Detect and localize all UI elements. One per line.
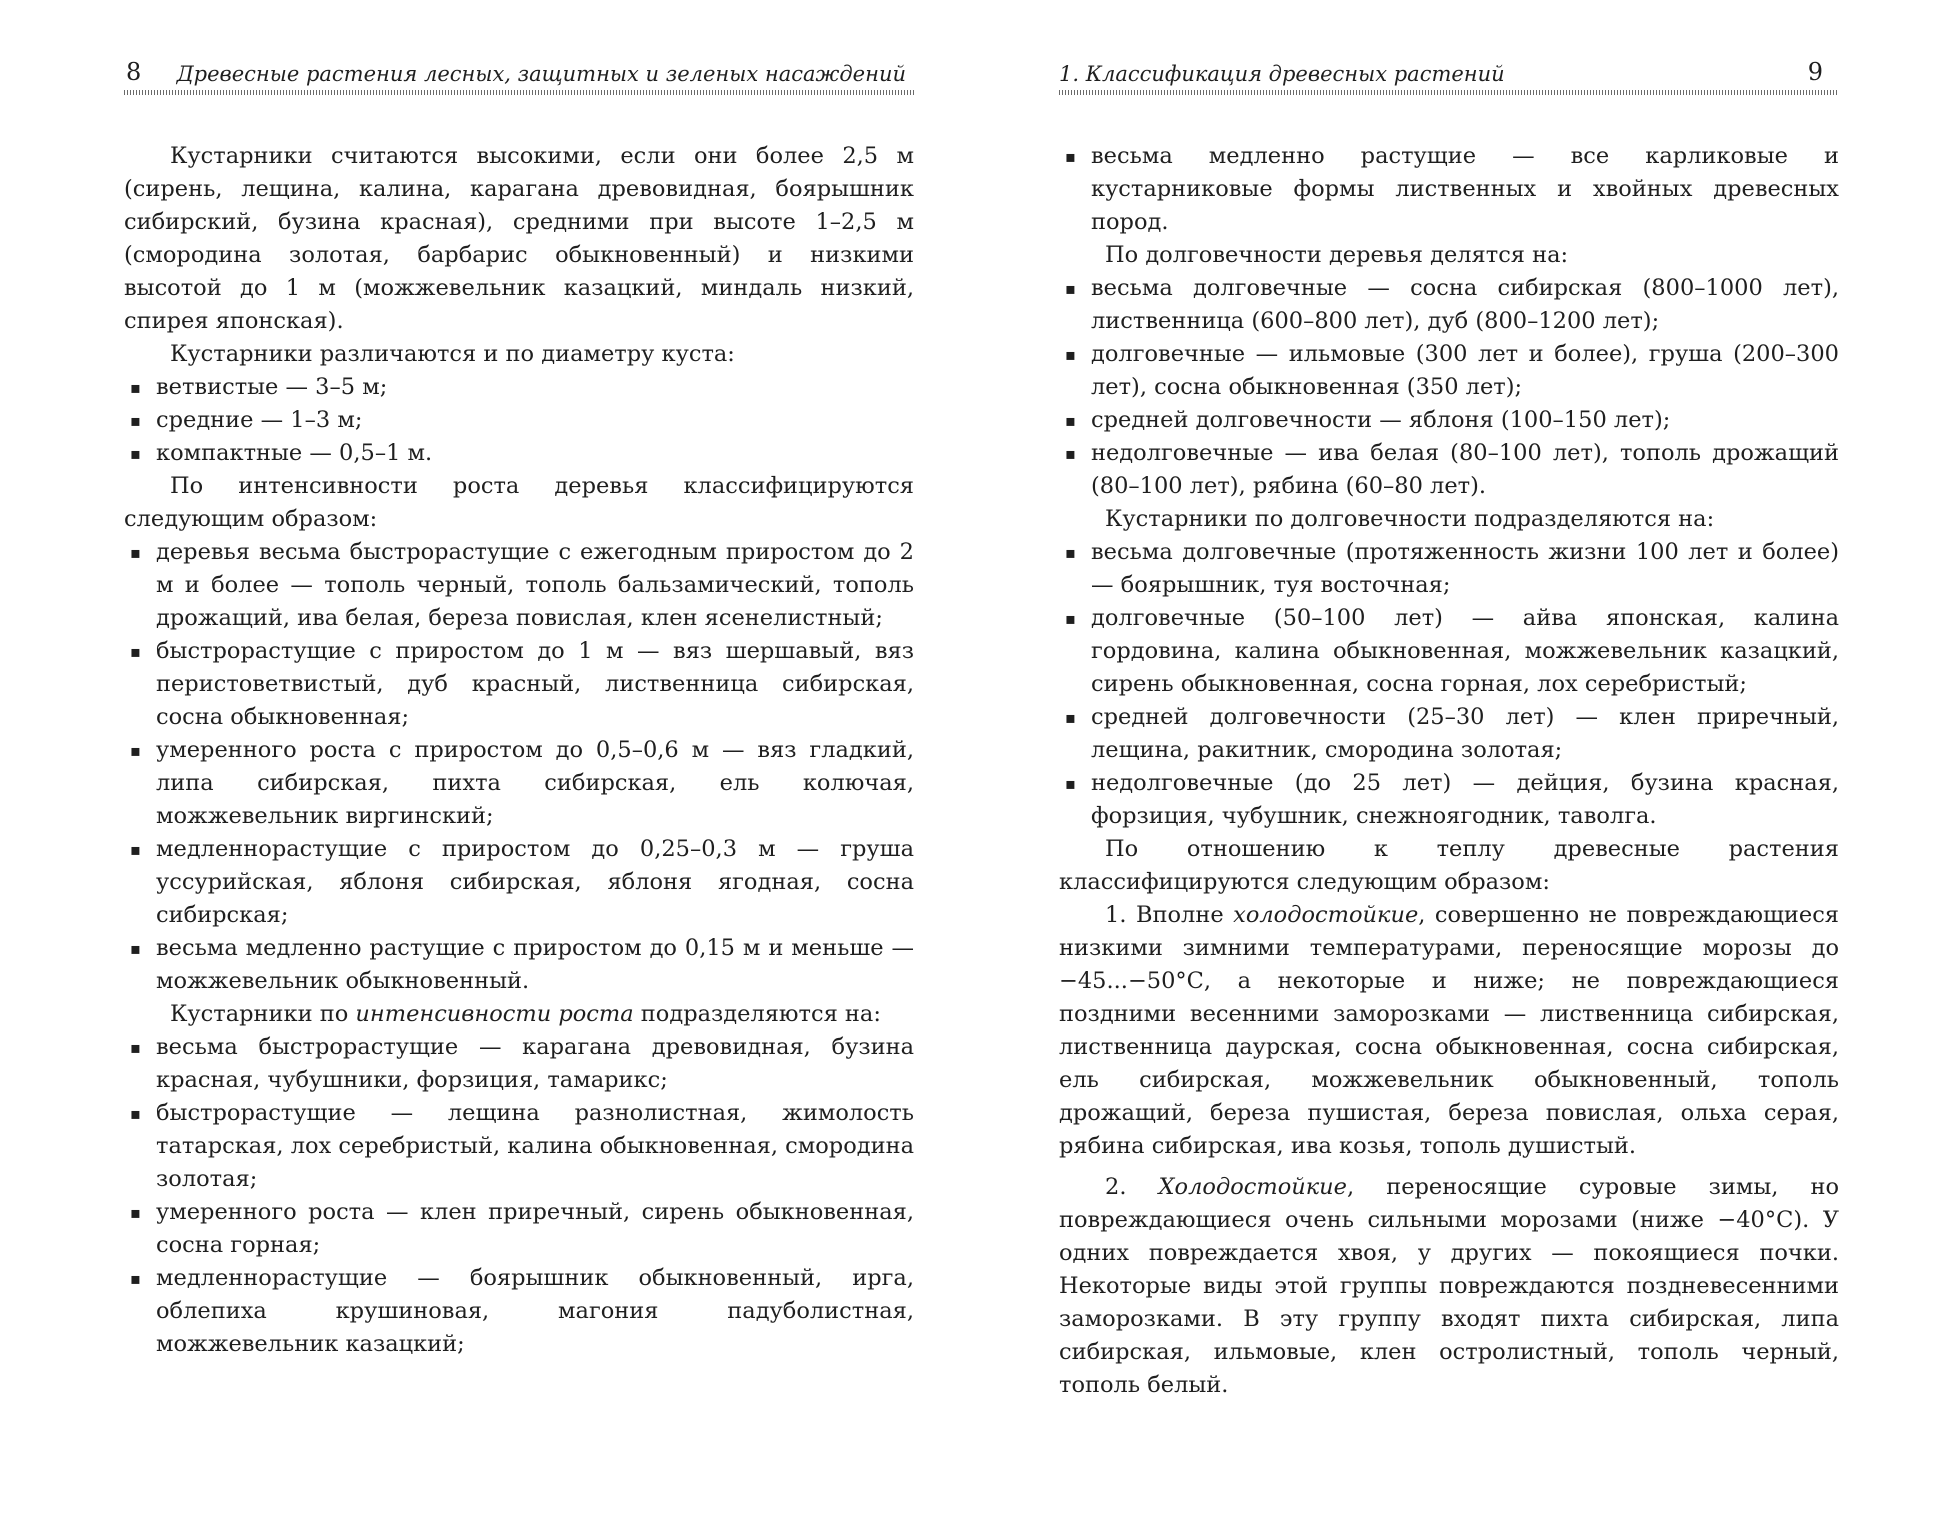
paragraph-gap: [1059, 1163, 1839, 1171]
right-page: [1059, 0, 1839, 1514]
list-item: ▪ долговечные — ильмовые (300 лет и более), груша (200–300 лет), сосна обыкновенная (350 лет);: [1059, 338, 1839, 404]
list-item: ▪ ветвистые — 3–5 м;: [124, 371, 914, 404]
list-item: ▪ быстрорастущие — лещина разнолистная, жимолость татарская, лох серебристый, калина обыкновенная, смородина золотая;: [124, 1097, 914, 1196]
list-item: ▪ умеренного роста — клен приречный, сирень обыкновенная, сосна горная;: [124, 1196, 914, 1262]
list-item: ▪ средней долговечности (25–30 лет) — клен приречный, лещина, ракитник, смородина золотая;: [1059, 701, 1839, 767]
bullet-list-shrub-growth: [124, 1031, 914, 1361]
paragraph: По долговечности деревья делятся на:: [1105, 242, 1569, 268]
running-head-right: [1059, 58, 1839, 98]
emphasis-text: интенсивности роста: [355, 1001, 634, 1027]
list-item: ▪ деревья весьма быстрорастущие с ежегодным приростом до 2 м и более — тополь черный, тополь бальзамический, тополь дрожащий, ива белая, береза повислая, клен ясенелистный;: [124, 536, 914, 635]
list-item: ▪ компактные — 0,5–1 м.: [124, 437, 914, 470]
running-head-left: [124, 58, 914, 98]
list-item: ▪ весьма долговечные — сосна сибирская (800–1000 лет), лиственница (600–800 лет), дуб (800–1200 лет);: [1059, 272, 1839, 338]
paragraph: Кустарники считаются высокими, если они более 2,5 м (сирень, лещина, калина, карагана древовидная, боярышник сибирский, бузина красная), средними при высоте 1–2,5 м (смородина золотая, барбарис обыкновенный) и низкими высотой до 1 м (можжевельник казацкий, миндаль низкий, спирея японская).: [124, 143, 914, 334]
page-number-left: 8: [126, 58, 142, 86]
bullet-list-tree-growth: [124, 536, 914, 998]
emphasis-text: Холодостойкие: [1158, 1174, 1347, 1200]
text-run: , переносящие суровые зимы, но повреждающиеся очень сильными морозами (ниже −40°С). У одних повреждается хвоя, у других — покоящиеся почки. Некоторые виды этой группы повреждаются поздневесенними заморозками. В эту группу входят пихта сибирская, липа сибирская, ильмовые, клен остролистный, тополь черный, тополь белый.: [1059, 1174, 1839, 1398]
left-body-text: [124, 140, 914, 1361]
paragraph: По интенсивности роста деревья классифицируются следующим образом:: [124, 473, 914, 532]
list-item: ▪ средней долговечности — яблоня (100–150 лет);: [1059, 404, 1839, 437]
right-body-text: [1059, 140, 1839, 1402]
bullet-list-bush-diameter: [124, 371, 914, 470]
paragraph: Кустарники по долговечности подразделяются на:: [1105, 506, 1715, 532]
text-run: подразделяются на:: [633, 1001, 881, 1027]
text-run: Кустарники по: [170, 1001, 356, 1027]
text-run: , совершенно не повреждающиеся низкими зимними температурами, переносящие морозы до −45...−50°С, а некоторые и ниже; не повреждающиеся поздними весенними заморозками — лиственница сибирская, лиственница даурская, сосна обыкновенная, сосна сибирская, ель сибирская, можжевельник обыкновенный, тополь дрожащий, береза пушистая, береза повислая, ольха серая, рябина сибирская, ива козья, тополь душистый.: [1059, 902, 1839, 1159]
list-item: ▪ медленнорастущие с приростом до 0,25–0,3 м — груша уссурийская, яблоня сибирская, яблоня ягодная, сосна сибирская;: [124, 833, 914, 932]
list-item: ▪ недолговечные (до 25 лет) — дейция, бузина красная, форзиция, чубушник, снежноягодник, таволга.: [1059, 767, 1839, 833]
paragraph: Кустарники различаются и по диаметру куста:: [170, 341, 735, 367]
list-item: ▪ средние — 1–3 м;: [124, 404, 914, 437]
bullet-list-tree-longevity: [1059, 272, 1839, 503]
paragraph: [1059, 1171, 1839, 1402]
list-item: ▪ весьма медленно растущие — все карликовые и кустарниковые формы лиственных и хвойных древесных пород.: [1059, 140, 1839, 239]
text-run: 1. Вполне: [1105, 902, 1234, 928]
list-item: ▪ недолговечные — ива белая (80–100 лет), тополь дрожащий (80–100 лет), рябина (60–80 лет).: [1059, 437, 1839, 503]
list-item: ▪ весьма быстрорастущие — карагана древовидная, бузина красная, чубушники, форзиция, тамарикс;: [124, 1031, 914, 1097]
bullet-list-continued: [1059, 140, 1839, 239]
list-item: ▪ медленнорастущие — боярышник обыкновенный, ирга, облепиха крушиновая, магония падуболистная, можжевельник казацкий;: [124, 1262, 914, 1361]
paragraph: По отношению к теплу древесные растения классифицируются следующим образом:: [1059, 836, 1839, 895]
list-item: ▪ умеренного роста с приростом до 0,5–0,6 м — вяз гладкий, липа сибирская, пихта сибирская, ель колючая, можжевельник виргинский;: [124, 734, 914, 833]
list-item: ▪ весьма медленно растущие с приростом до 0,15 м и меньше — можжевельник обыкновенный.: [124, 932, 914, 998]
bullet-list-shrub-longevity: [1059, 536, 1839, 833]
running-title-right: 1. Классификация древесных растений: [1059, 62, 1505, 86]
list-item: ▪ весьма долговечные (протяженность жизни 100 лет и более) — боярышник, туя восточная;: [1059, 536, 1839, 602]
running-title-left: Древесные растения лесных, защитных и зеленых насаждений: [176, 62, 906, 86]
header-rule-right: [1059, 90, 1839, 95]
list-item: ▪ быстрорастущие с приростом до 1 м — вяз шершавый, вяз перистоветвистый, дуб красный, лиственница сибирская, сосна обыкновенная;: [124, 635, 914, 734]
list-item: ▪ долговечные (50–100 лет) — айва японская, калина гордовина, калина обыкновенная, можжевельник казацкий, сирень обыкновенная, сосна горная, лох серебристый;: [1059, 602, 1839, 701]
header-rule-left: [124, 90, 914, 95]
left-page: [124, 0, 914, 1514]
text-run: 2.: [1105, 1174, 1159, 1200]
emphasis-text: холодостойкие: [1233, 902, 1419, 928]
paragraph: [124, 998, 914, 1031]
paragraph: [1059, 899, 1839, 1163]
page-number-right: 9: [1807, 58, 1823, 86]
